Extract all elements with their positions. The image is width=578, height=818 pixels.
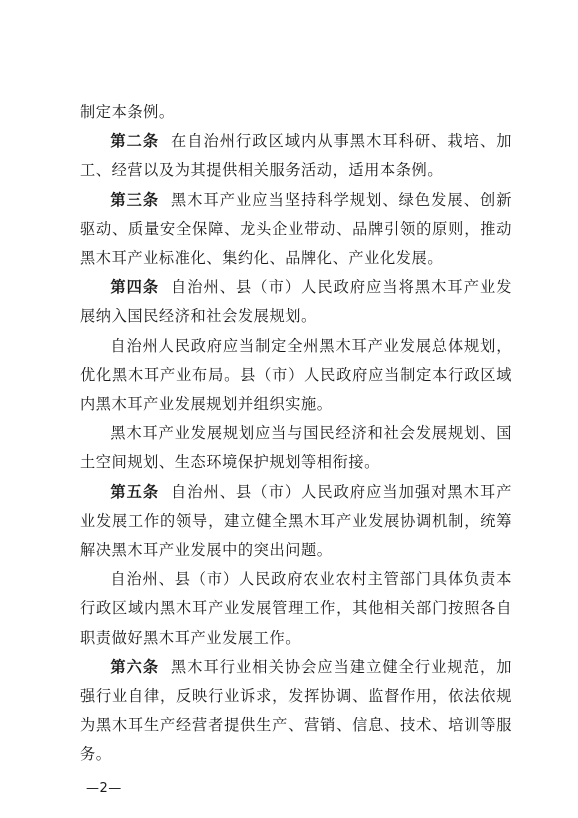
paragraph-article-2 [80, 127, 512, 185]
paragraph-article-4 [80, 273, 512, 331]
article-heading: 第五条 [110, 482, 160, 501]
paragraph-text: 自治州、县（市）人民政府应当将黑木耳产业发展纳入国民经济和社会发展规划。 [80, 278, 512, 326]
paragraph-article-4-3 [80, 419, 512, 477]
paragraph-text: 黑木耳行业相关协会应当建立健全行业规范，加强行业自律，反映行业诉求，发挥协调、监督作用，依法依规为黑木耳生产经营者提供生产、营销、信息、技术、培训等服务。 [80, 657, 512, 764]
paragraph-text: 黑木耳产业应当坚持科学规划、绿色发展、创新驱动、质量安全保障、龙头企业带动、品牌引领的原则，推动黑木耳产业标准化、集约化、品牌化、产业化发展。 [80, 190, 512, 268]
paragraph-1 [80, 98, 512, 127]
paragraph-article-6 [80, 653, 512, 770]
article-heading: 第二条 [110, 132, 160, 151]
paragraph-text: 制定本条例。 [80, 103, 175, 121]
paragraph-text: 在自治州行政区域内从事黑木耳科研、栽培、加工、经营以及为其提供相关服务活动，适用本条例。 [80, 132, 512, 180]
document-body [80, 98, 512, 770]
article-heading: 第六条 [110, 657, 160, 676]
paragraph-text: 黑木耳产业发展规划应当与国民经济和社会发展规划、国土空间规划、生态环境保护规划等相衔接。 [80, 424, 512, 472]
article-heading: 第四条 [110, 278, 160, 297]
page-number: —2— [86, 781, 122, 796]
paragraph-text: 自治州、县（市）人民政府应当加强对黑木耳产业发展工作的领导，建立健全黑木耳产业发展协调机制，统筹解决黑木耳产业发展中的突出问题。 [80, 482, 512, 560]
paragraph-article-5 [80, 478, 512, 566]
paragraph-article-5-2 [80, 565, 512, 653]
paragraph-article-3 [80, 186, 512, 274]
paragraph-text: 自治州、县（市）人民政府农业农村主管部门具体负责本行政区域内黑木耳产业发展管理工作，其他相关部门按照各自职责做好黑木耳产业发展工作。 [80, 570, 512, 647]
article-heading: 第三条 [110, 190, 160, 209]
paragraph-text: 自治州人民政府应当制定全州黑木耳产业发展总体规划，优化黑木耳产业布局。县（市）人民政府应当制定本行政区域内黑木耳产业发展规划并组织实施。 [80, 336, 512, 414]
paragraph-article-4-2 [80, 332, 512, 420]
